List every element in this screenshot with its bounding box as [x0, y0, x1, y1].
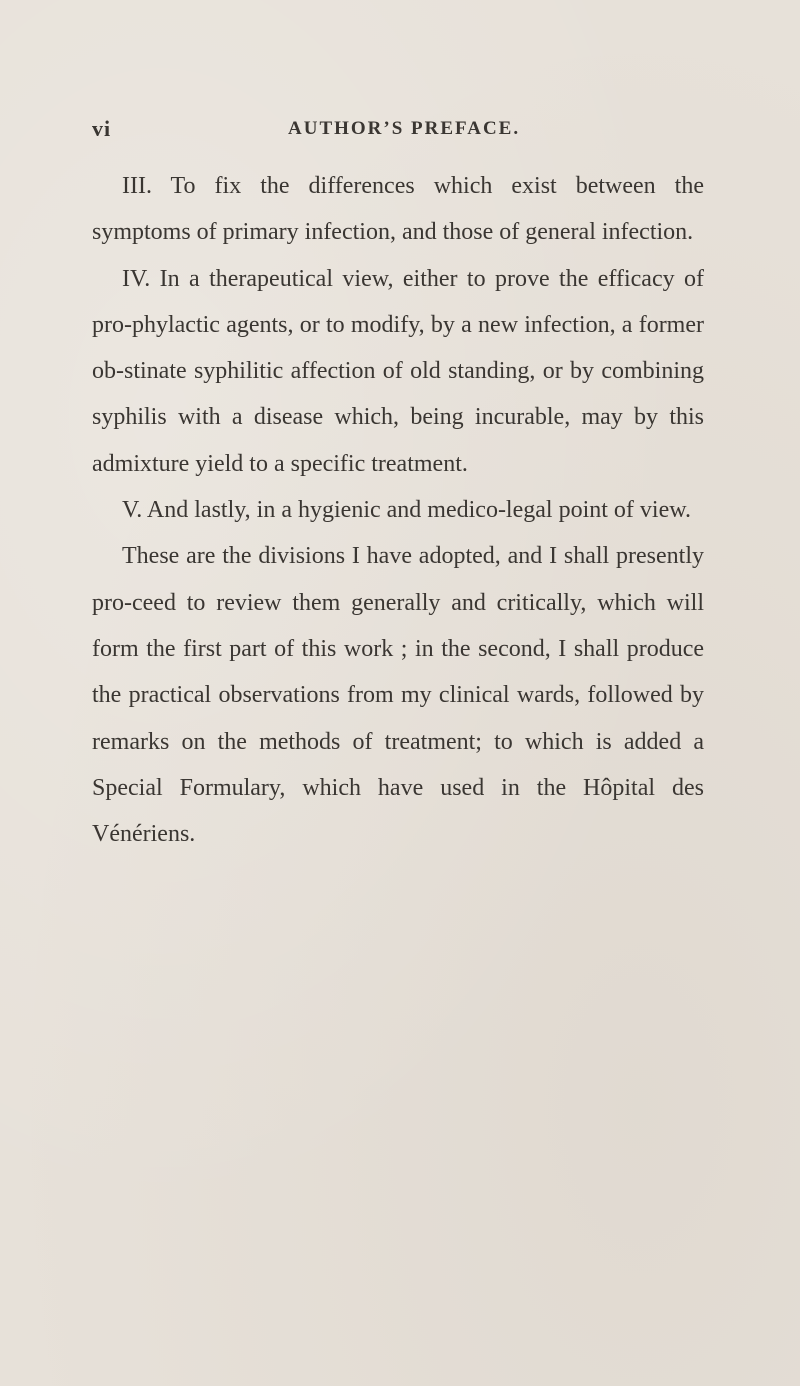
- page-number: vi: [92, 116, 112, 141]
- body-text: [92, 163, 704, 857]
- paragraph-iii: III. To fix the differences which exist between the symptoms of primary infection, and those of general infection.: [92, 173, 704, 246]
- paragraph-divisions: These are the divisions I have adopted, and I shall presently pro-ceed to review them generally and critically, which will form the first part of this work ; in the second, I shall produce the practical observations from my clinical wards, followed by remarks on the methods of treatment; to which is added a Special Formulary, which have used in the Hôpital des Vénériens.: [92, 543, 704, 848]
- paragraph-v: V. And lastly, in a hygienic and medico-legal point of view.: [122, 497, 691, 524]
- paragraph-iv: IV. In a therapeutical view, either to prove the efficacy of pro-phylactic agents, or to modify, by a new infection, a former ob-stinate syphilitic affection of old standing, or by combining syphilis with a disease which, being incurable, may by this admixture yield to a specific treatment.: [92, 265, 704, 477]
- page-header: [92, 116, 712, 156]
- running-head: AUTHOR’S PREFACE.: [288, 118, 521, 139]
